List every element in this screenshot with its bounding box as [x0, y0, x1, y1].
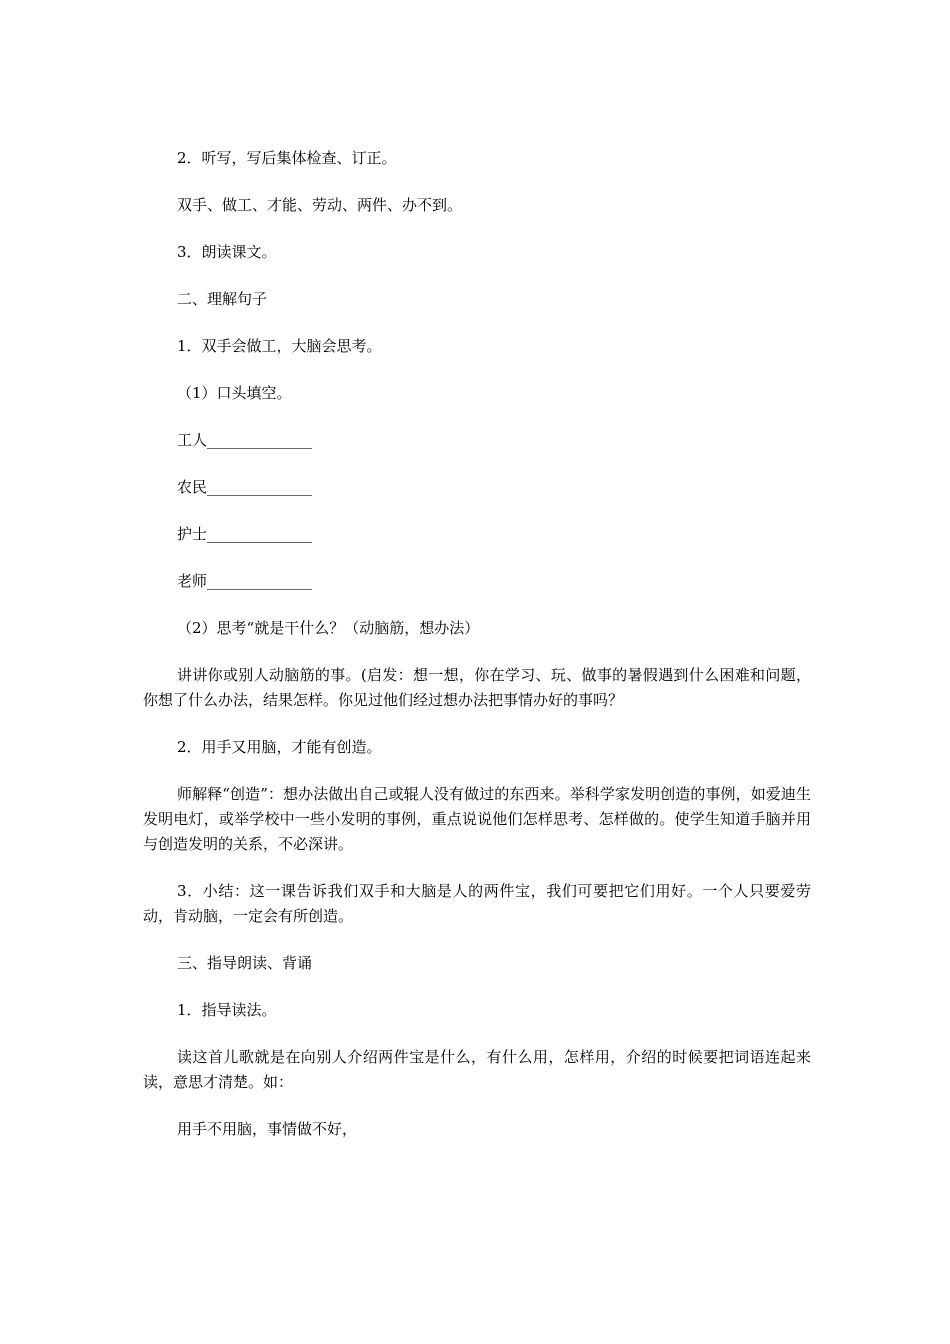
paragraph: 3．朗读课文。: [177, 243, 277, 261]
paragraph: 用手不用脑，事情做不好，: [177, 1120, 358, 1138]
paragraph: 2．听写，写后集体检查、订正。: [177, 149, 397, 167]
paragraph: 3．小结：这一课告诉我们双手和大脑是人的两件宝，我们可要把它们用好。一个人只要爱劳动，肯动脑，一定会有所创造。: [143, 882, 811, 925]
fill-blank-line: 老师______________: [177, 572, 313, 590]
paragraph: 双手、做工、才能、劳动、两件、办不到。: [177, 196, 463, 214]
paragraph: 读这首儿歌就是在向别人介绍两件宝是什么，有什么用，怎样用，介绍的时候要把词语连起来读，意思才清楚。如：: [143, 1048, 811, 1091]
fill-blank-line: 农民______________: [177, 478, 313, 496]
paragraph: 1．指导读法。: [177, 1001, 277, 1019]
paragraph: 讲讲你或别人动脑筋的事。(启发：想一想，你在学习、玩、做事的暑假遇到什么困难和问题，你想了什么办法，结果怎样。你见过他们经过想办法把事情办好的事吗？: [143, 666, 811, 709]
paragraph: 师解释“创造”：想办法做出自己或辊人没有做过的东西来。举科学家发明创造的事例，如爱迪生发明电灯，或举学校中一些小发明的事例，重点说说他们怎样思考、怎样做的。使学生知道手脑并用与创造发明的关系，不必深讲。: [143, 785, 811, 853]
paragraph: 1．双手会做工，大脑会思考。: [177, 337, 382, 355]
fill-blank-line: 护士______________: [177, 525, 313, 543]
paragraph: （1）口头填空。: [177, 384, 292, 402]
section-heading: 三、指导朗读、背诵: [177, 954, 313, 972]
paragraph: 2．用手又用脑，才能有创造。: [177, 738, 382, 756]
fill-blank-line: 工人______________: [177, 431, 313, 449]
paragraph: （2）思考“就是干什么？（动脑筋，想办法）: [177, 619, 480, 637]
section-heading: 二、理解句子: [177, 290, 268, 308]
document-body: [143, 146, 811, 1164]
